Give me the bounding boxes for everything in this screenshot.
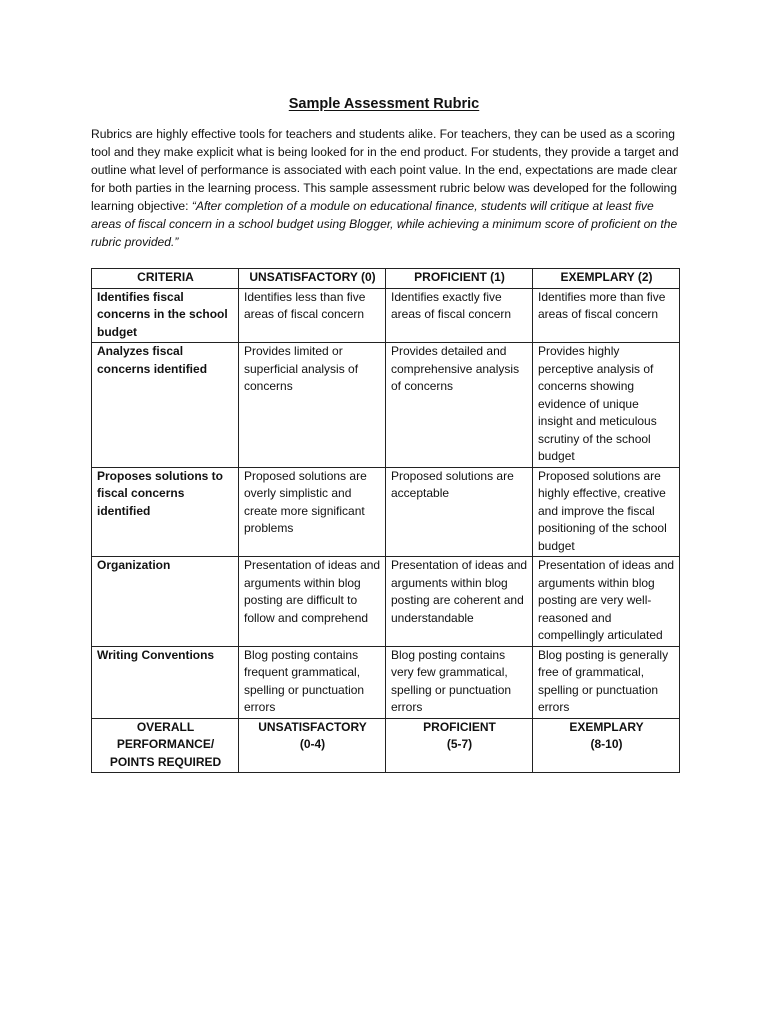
summary-points-range: (8-10) [590, 737, 623, 751]
intro-paragraph [91, 125, 683, 251]
header-proficient: PROFICIENT (1) [386, 269, 533, 289]
unsatisfactory-cell: Proposed solutions are overly simplistic and create more significant problems [239, 467, 386, 557]
criteria-cell: Analyzes fiscal concerns identified [92, 343, 239, 468]
summary-level-label: UNSATISFACTORY [258, 719, 367, 734]
criteria-cell: Identifies fiscal concerns in the school budget [92, 288, 239, 343]
rubric-header-row [92, 269, 680, 289]
proficient-cell: Blog posting contains very few grammatical, spelling or punctuation errors [386, 646, 533, 718]
proficient-cell: Presentation of ideas and arguments within blog posting are coherent and understandable [386, 557, 533, 647]
intro-text: Rubrics are highly effective tools for teachers and students alike. For teachers, they can be used as a scoring tool and they make explicit what is being looked for in the end product. For students, they provide a target and outline what level of performance is associated with each point value. In the end, expectations are made clear for both parties in the learning process. This sample assessment rubric below was developed for the following learning objective: [91, 127, 679, 213]
header-criteria: CRITERIA [92, 269, 239, 289]
rubric-table [91, 268, 680, 773]
overall-label-line: POINTS REQUIRED [109, 754, 222, 769]
summary-points-range: (5-7) [446, 737, 473, 751]
exemplary-cell: Blog posting is generally free of grammatical, spelling or punctuation errors [533, 646, 680, 718]
header-unsatisfactory: UNSATISFACTORY (0) [239, 269, 386, 289]
rubric-row-proposes-solutions [92, 467, 680, 557]
document-title-text: Sample Assessment Rubric [288, 96, 480, 112]
learning-objective: “After completion of a module on educational finance, students will critique at least five areas of fiscal concern in a school budget using Blogger, while achieving a minimum score of proficient on the rubric provided.” [91, 199, 678, 249]
rubric-row-analyzes-concerns [92, 343, 680, 468]
rubric-summary-row [92, 718, 680, 773]
rubric-row-organization [92, 557, 680, 647]
exemplary-cell: Proposed solutions are highly effective, creative and improve the fiscal positioning of the school budget [533, 467, 680, 557]
unsatisfactory-cell: Presentation of ideas and arguments within blog posting are difficult to follow and comprehend [239, 557, 386, 647]
summary-level-label: EXEMPLARY [569, 719, 644, 734]
summary-unsatisfactory [239, 718, 386, 773]
summary-exemplary [533, 718, 680, 773]
document-title [0, 94, 768, 114]
criteria-cell: Organization [92, 557, 239, 647]
proficient-cell: Identifies exactly five areas of fiscal concern [386, 288, 533, 343]
rubric-row-writing-conventions [92, 646, 680, 718]
unsatisfactory-cell: Blog posting contains frequent grammatical, spelling or punctuation errors [239, 646, 386, 718]
summary-points-range: (0-4) [299, 737, 326, 751]
criteria-cell: Writing Conventions [92, 646, 239, 718]
summary-proficient [386, 718, 533, 773]
exemplary-cell: Provides highly perceptive analysis of concerns showing evidence of unique insight and meticulous scrutiny of the school budget [533, 343, 680, 468]
exemplary-cell: Identifies more than five areas of fiscal concern [533, 288, 680, 343]
rubric-row-identifies-concerns [92, 288, 680, 343]
summary-level-label: PROFICIENT [423, 719, 496, 734]
unsatisfactory-cell: Provides limited or superficial analysis of concerns [239, 343, 386, 468]
proficient-cell: Provides detailed and comprehensive analysis of concerns [386, 343, 533, 468]
unsatisfactory-cell: Identifies less than five areas of fiscal concern [239, 288, 386, 343]
proficient-cell: Proposed solutions are acceptable [386, 467, 533, 557]
criteria-cell: Proposes solutions to fiscal concerns identified [92, 467, 239, 557]
exemplary-cell: Presentation of ideas and arguments within blog posting are very well-reasoned and compellingly articulated [533, 557, 680, 647]
header-exemplary: EXEMPLARY (2) [533, 269, 680, 289]
overall-label-line: OVERALL [136, 719, 195, 734]
overall-label-line: PERFORMANCE/ [116, 737, 215, 751]
overall-performance-label [92, 718, 239, 773]
